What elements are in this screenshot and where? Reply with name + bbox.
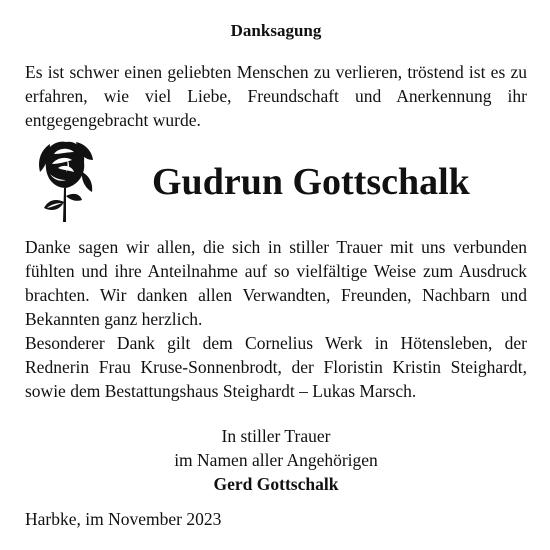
intro-paragraph: Es ist schwer einen geliebten Menschen zu verlieren, tröstend ist es zu erfahren, wie viel Liebe, Freundschaft und Anerkennung ihr entgegengebracht wurde. xyxy=(25,62,527,130)
notice-heading: Danksagung xyxy=(230,21,322,40)
rose-icon xyxy=(36,138,94,222)
signature-block xyxy=(25,424,527,496)
place-and-date: Harbke, im November 2023 xyxy=(25,509,222,529)
obituary-notice xyxy=(25,0,527,550)
signature-line-1: In stiller Trauer xyxy=(221,426,331,446)
intro-text xyxy=(25,60,527,132)
signature-name: Gerd Gottschalk xyxy=(213,474,339,494)
deceased-name: Gudrun Gottschalk xyxy=(152,161,470,203)
thanks-text xyxy=(25,235,527,403)
thanks-paragraph-1: Danke sagen wir allen, die sich in stiller Trauer mit uns verbunden fühlten und ihre Anteilnahme auf so vielfältige Weise zum Ausdruck brachten. Wir danken allen Verwandten, Freunden, Nachbarn und Bekannten ganz herzlich. xyxy=(25,237,527,329)
signature-line-2: im Namen aller Angehörigen xyxy=(174,450,378,470)
thanks-paragraph-2: Besonderer Dank gilt dem Cornelius Werk in Hötensleben, der Rednerin Frau Kruse-Sonnenbrodt, der Floristin Kristin Steighardt, sowie dem Bestattungshaus Steighardt – Lukas Marsch. xyxy=(25,333,527,401)
